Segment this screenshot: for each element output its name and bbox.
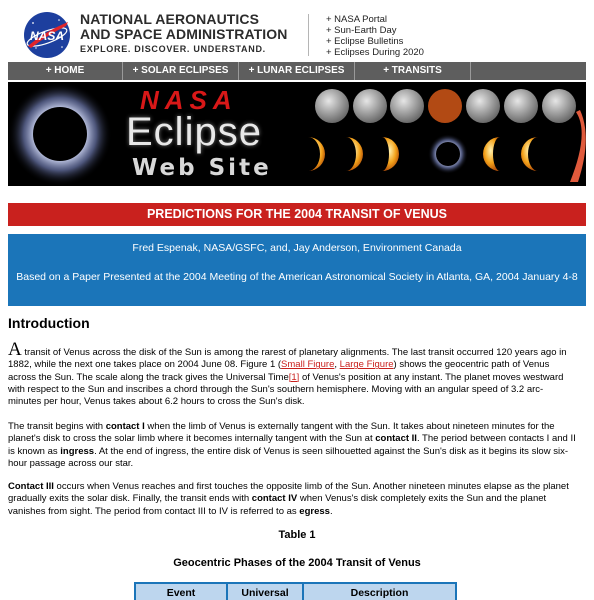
- agency-line-2: AND SPACE ADMINISTRATION: [80, 26, 288, 42]
- term-contact-iv: contact IV: [251, 493, 298, 505]
- nasa-meatball-logo[interactable]: [22, 10, 72, 60]
- term-contact-ii: contact II: [375, 433, 417, 445]
- p2-text-a: The transit begins with: [8, 421, 106, 432]
- p2-text-d: . At the end of ingress, the entire disk of Venus is seen silhouetted against the Sun's disk as it begins its slow six-hour passage across our star.: [8, 445, 568, 469]
- nasa-logo-text: NASA: [29, 29, 65, 43]
- intro-paragraph-2: [8, 421, 576, 470]
- col-description: Description: [303, 583, 456, 600]
- page-title: PREDICTIONS FOR THE 2004 TRANSIT OF VENUS: [8, 203, 586, 226]
- source-line: Based on a Paper Presented at the 2004 Meeting of the American Astronomical Society in Atlanta, GA, 2004 January 4-8: [16, 271, 578, 283]
- solar-phases-row: [308, 134, 538, 174]
- small-figure-link[interactable]: Small Figure: [281, 359, 335, 371]
- banner-artwork: [8, 82, 586, 186]
- banner-web-site-text: Web Site: [132, 155, 272, 181]
- header-links: [326, 14, 424, 58]
- large-figure-link[interactable]: Large Figure: [339, 359, 394, 371]
- banner-nasa-text: NASA: [140, 85, 238, 115]
- footnote-1-link[interactable]: [1]: [288, 371, 300, 383]
- p1-comma: ,: [334, 359, 340, 371]
- main-nav: [8, 62, 586, 80]
- p2-text-b: when the limb of Venus is externally tangent with the Sun. It takes about nineteen minutes for the planet's disk to cross the solar limb where it becomes internally tangent with the Sun at: [8, 421, 555, 445]
- link-eclipse-bulletins[interactable]: + Eclipse Bulletins: [326, 36, 404, 47]
- agency-line-1: NATIONAL AERONAUTICS: [80, 11, 260, 27]
- table-header-row: [135, 583, 456, 600]
- p3-text-a: occurs when Venus reaches and first touches the opposite limb of the Sun. Another nineteen minutes elapse as the planet gradually exits the solar disk. Finally, the transit ends with: [8, 481, 569, 505]
- link-eclipses-2020[interactable]: + Eclipses During 2020: [326, 47, 424, 58]
- nav-transits[interactable]: + TRANSITS: [355, 62, 471, 80]
- link-sun-earth-day[interactable]: + Sun-Earth Day: [326, 25, 397, 36]
- nav-home[interactable]: + HOME: [8, 62, 123, 80]
- header-divider: [308, 14, 309, 56]
- term-contact-i: contact I: [105, 421, 145, 432]
- intro-paragraph-3: [8, 481, 576, 518]
- col-universal: Universal: [227, 583, 303, 600]
- table-subtitle: Geocentric Phases of the 2004 Transit of Venus: [173, 557, 421, 569]
- corona-eclipse-image: [8, 82, 112, 186]
- author-box: [8, 234, 586, 306]
- prominence-arc: [570, 110, 586, 182]
- p1-text-b: ) shows the geocentric path of Venus across the Sun. The scale along the track gives the Universal Time: [8, 359, 550, 383]
- p3-text-b: when Venus's disk completely exits the Sun and the planet vanishes from sight. The period from contact III to IV is referred to as: [8, 493, 547, 517]
- term-contact-iii: Contact III: [8, 481, 54, 492]
- p1-text-c: of Venus's position at any instant. The planet moves westward with respect to the Sun and inscribes a chord through the Sun's southern hemisphere. Moving with an angular speed of 3.2 arc-minutes per hour, Venus takes about 6.2 hours to cross the Sun's disk.: [8, 371, 564, 408]
- col-event: Event: [135, 583, 227, 600]
- p2-text-c: . The period between contacts I and II is known as: [8, 433, 576, 457]
- nav-solar-eclipses[interactable]: + SOLAR ECLIPSES: [123, 62, 239, 80]
- p3-text-c: .: [329, 505, 333, 517]
- term-egress: egress: [299, 505, 330, 517]
- term-ingress: ingress: [60, 445, 95, 457]
- agency-tagline: EXPLORE. DISCOVER. UNDERSTAND.: [80, 44, 266, 54]
- eclipse-banner[interactable]: [8, 82, 586, 186]
- banner-eclipse-text: Eclipse: [126, 110, 262, 154]
- section-heading-introduction: Introduction: [8, 315, 90, 331]
- authors-line: Fred Espenak, NASA/GSFC, and, Jay Anderson, Environment Canada: [132, 242, 462, 254]
- p1-text-a: transit of Venus across the disk of the Sun is among the rarest of planetary alignments. The last transit occurred 120 years ago in 1882, while the next one takes place on 2004 June 08. Figure 1 (: [8, 347, 567, 371]
- agency-name: [80, 12, 287, 54]
- nav-empty-slot: [471, 62, 586, 80]
- link-nasa-portal[interactable]: + NASA Portal: [326, 14, 387, 25]
- drop-cap: A: [8, 339, 22, 360]
- intro-paragraph-1: [8, 339, 576, 408]
- site-header: [8, 6, 586, 60]
- nav-lunar-eclipses[interactable]: + LUNAR ECLIPSES: [239, 62, 355, 80]
- phases-table: [134, 582, 457, 600]
- lunar-phases-row: [315, 89, 576, 123]
- table-title: Table 1: [278, 529, 316, 541]
